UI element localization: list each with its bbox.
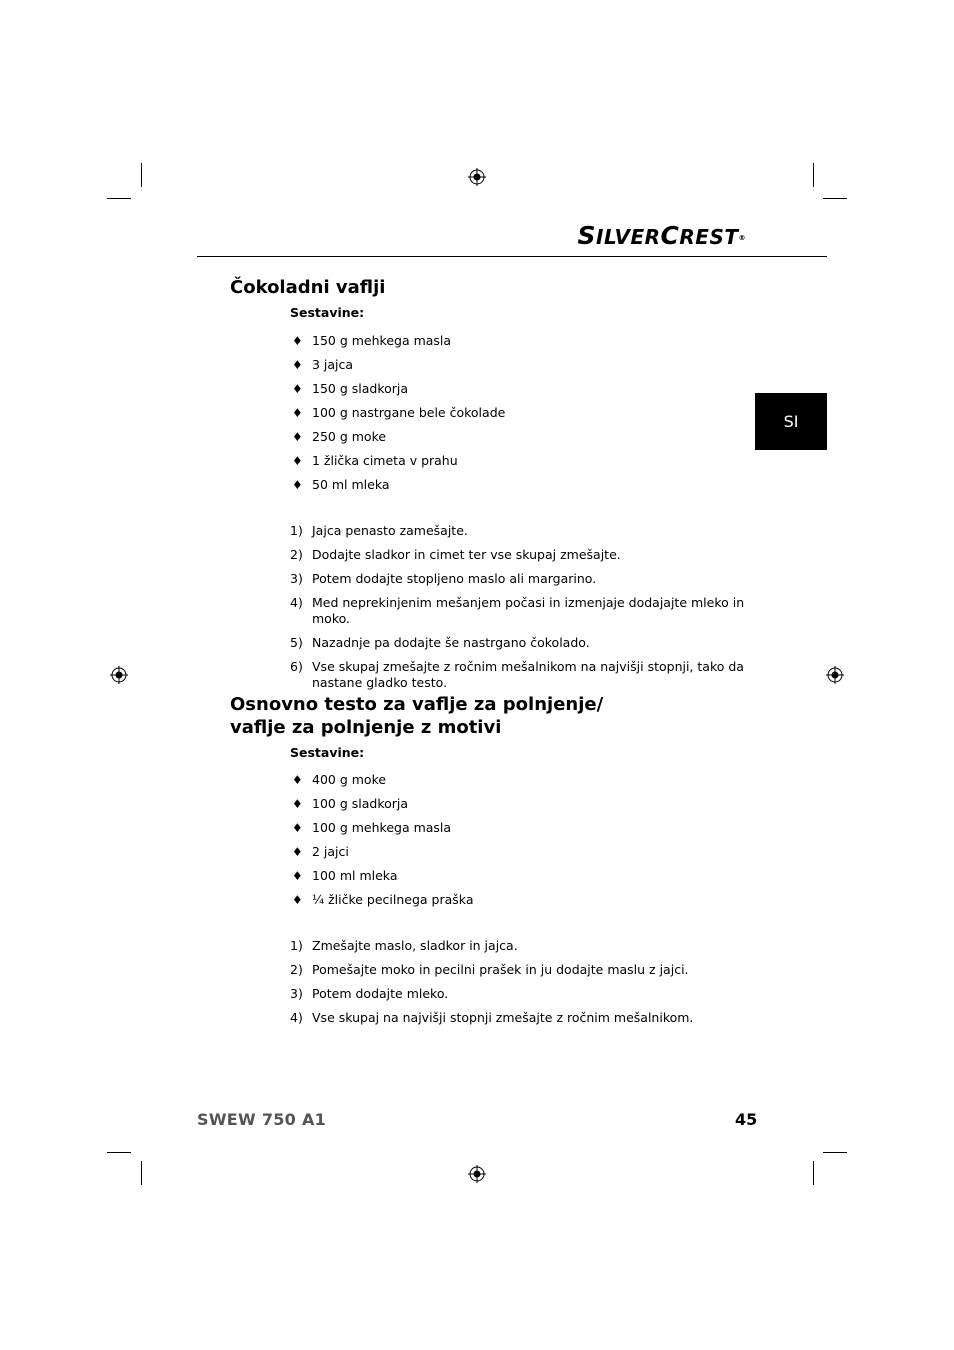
diamond-bullet-icon: ♦ [292, 406, 303, 420]
step-item [290, 962, 762, 978]
diamond-bullet-icon: ♦ [292, 454, 303, 468]
step-item [290, 595, 762, 627]
diamond-bullet-icon: ♦ [292, 845, 303, 859]
ingredients-label: Sestavine: [290, 305, 365, 320]
header-divider [197, 256, 827, 257]
step-number: 4) [290, 1010, 303, 1025]
steps-list [290, 523, 762, 699]
crop-mark [823, 1152, 847, 1153]
step-number: 3) [290, 571, 303, 586]
ingredient-text: 1 žlička cimeta v prahu [312, 453, 458, 468]
registration-mark-icon [110, 666, 128, 684]
model-number: SWEW 750 A1 [197, 1110, 327, 1129]
crop-mark [141, 1161, 142, 1185]
step-item [290, 523, 762, 539]
diamond-bullet-icon: ♦ [292, 821, 303, 835]
step-text: Zmešajte maslo, sladkor in jajca. [312, 938, 518, 953]
list-item [290, 381, 505, 405]
step-item [290, 571, 762, 587]
step-number: 2) [290, 547, 303, 562]
diamond-bullet-icon: ♦ [292, 430, 303, 444]
list-item [290, 892, 473, 916]
list-item [290, 357, 505, 381]
crop-mark [107, 198, 131, 199]
step-number: 1) [290, 938, 303, 953]
section-title: Čokoladni vaflji [230, 277, 386, 298]
ingredient-text: 100 g mehkega masla [312, 820, 452, 835]
diamond-bullet-icon: ♦ [292, 334, 303, 348]
brand-text: ILVER [596, 225, 661, 249]
list-item [290, 429, 505, 453]
registration-mark-icon [826, 666, 844, 684]
step-text: Potem dodajte mleko. [312, 986, 449, 1001]
step-text: Pomešajte moko in pecilni prašek in ju dodajte maslu z jajci. [312, 962, 689, 977]
diamond-bullet-icon: ♦ [292, 358, 303, 372]
step-text: Jajca penasto zamešajte. [312, 523, 468, 538]
step-text: Vse skupaj na najvišji stopnji zmešajte z ročnim mešalnikom. [312, 1010, 694, 1025]
ingredient-text: 150 g mehkega masla [312, 333, 452, 348]
registration-mark-icon [468, 1165, 486, 1183]
steps-list [290, 938, 762, 1034]
crop-mark [141, 163, 142, 187]
step-item [290, 986, 762, 1002]
diamond-bullet-icon: ♦ [292, 773, 303, 787]
step-item [290, 1010, 762, 1026]
section-title [230, 693, 603, 739]
step-text: Nazadnje pa dodajte še nastrgano čokolado. [312, 635, 590, 650]
crop-mark [107, 1152, 131, 1153]
step-item [290, 659, 762, 691]
step-item [290, 938, 762, 954]
ingredient-text: 50 ml mleka [312, 477, 390, 492]
ingredients-list [290, 333, 505, 501]
diamond-bullet-icon: ♦ [292, 382, 303, 396]
step-number: 6) [290, 659, 303, 674]
list-item [290, 333, 505, 357]
step-text: Potem dodajte stopljeno maslo ali margarino. [312, 571, 597, 586]
step-text: Med neprekinjenim mešanjem počasi in izmenjaje dodajajte mleko in moko. [312, 595, 745, 626]
diamond-bullet-icon: ♦ [292, 478, 303, 492]
language-tab: SI [755, 393, 827, 450]
ingredient-text: 100 ml mleka [312, 868, 398, 883]
step-text: Vse skupaj zmešajte z ročnim mešalnikom na najvišji stopnji, tako da nastane gladko testo. [312, 659, 744, 690]
list-item [290, 772, 473, 796]
step-item [290, 547, 762, 563]
ingredient-text: 100 g sladkorja [312, 796, 409, 811]
list-item [290, 453, 505, 477]
crop-mark [813, 163, 814, 187]
diamond-bullet-icon: ♦ [292, 893, 303, 907]
crop-mark [823, 198, 847, 199]
registration-mark-icon [468, 168, 486, 186]
step-number: 4) [290, 595, 303, 610]
brand-logo [577, 221, 746, 250]
brand-letter: S [577, 221, 597, 250]
ingredients-label: Sestavine: [290, 745, 365, 760]
page-number: 45 [735, 1110, 758, 1129]
ingredient-text: 400 g moke [312, 772, 387, 787]
step-number: 1) [290, 523, 303, 538]
list-item [290, 477, 505, 501]
list-item [290, 820, 473, 844]
ingredient-text: 3 jajca [312, 357, 354, 372]
list-item [290, 868, 473, 892]
diamond-bullet-icon: ♦ [292, 869, 303, 883]
step-number: 3) [290, 986, 303, 1001]
ingredient-text: 2 jajci [312, 844, 349, 859]
section-title-line: Osnovno testo za vaflje za polnjenje/ [230, 694, 604, 715]
list-item [290, 796, 473, 820]
ingredient-text: 100 g nastrgane bele čokolade [312, 405, 506, 420]
step-text: Dodajte sladkor in cimet ter vse skupaj zmešajte. [312, 547, 621, 562]
step-item [290, 635, 762, 651]
step-number: 5) [290, 635, 303, 650]
crop-mark [813, 1161, 814, 1185]
ingredient-text: 250 g moke [312, 429, 387, 444]
registered-mark: ® [738, 234, 746, 242]
ingredients-list [290, 772, 473, 916]
section-title-line: vaflje za polnjenje z motivi [230, 717, 502, 738]
brand-letter: C [660, 221, 680, 250]
list-item [290, 405, 505, 429]
ingredient-text: 150 g sladkorja [312, 381, 409, 396]
diamond-bullet-icon: ♦ [292, 797, 303, 811]
brand-text: REST [679, 225, 739, 249]
list-item [290, 844, 473, 868]
step-number: 2) [290, 962, 303, 977]
ingredient-text: ¼ žličke pecilnega praška [312, 892, 474, 907]
